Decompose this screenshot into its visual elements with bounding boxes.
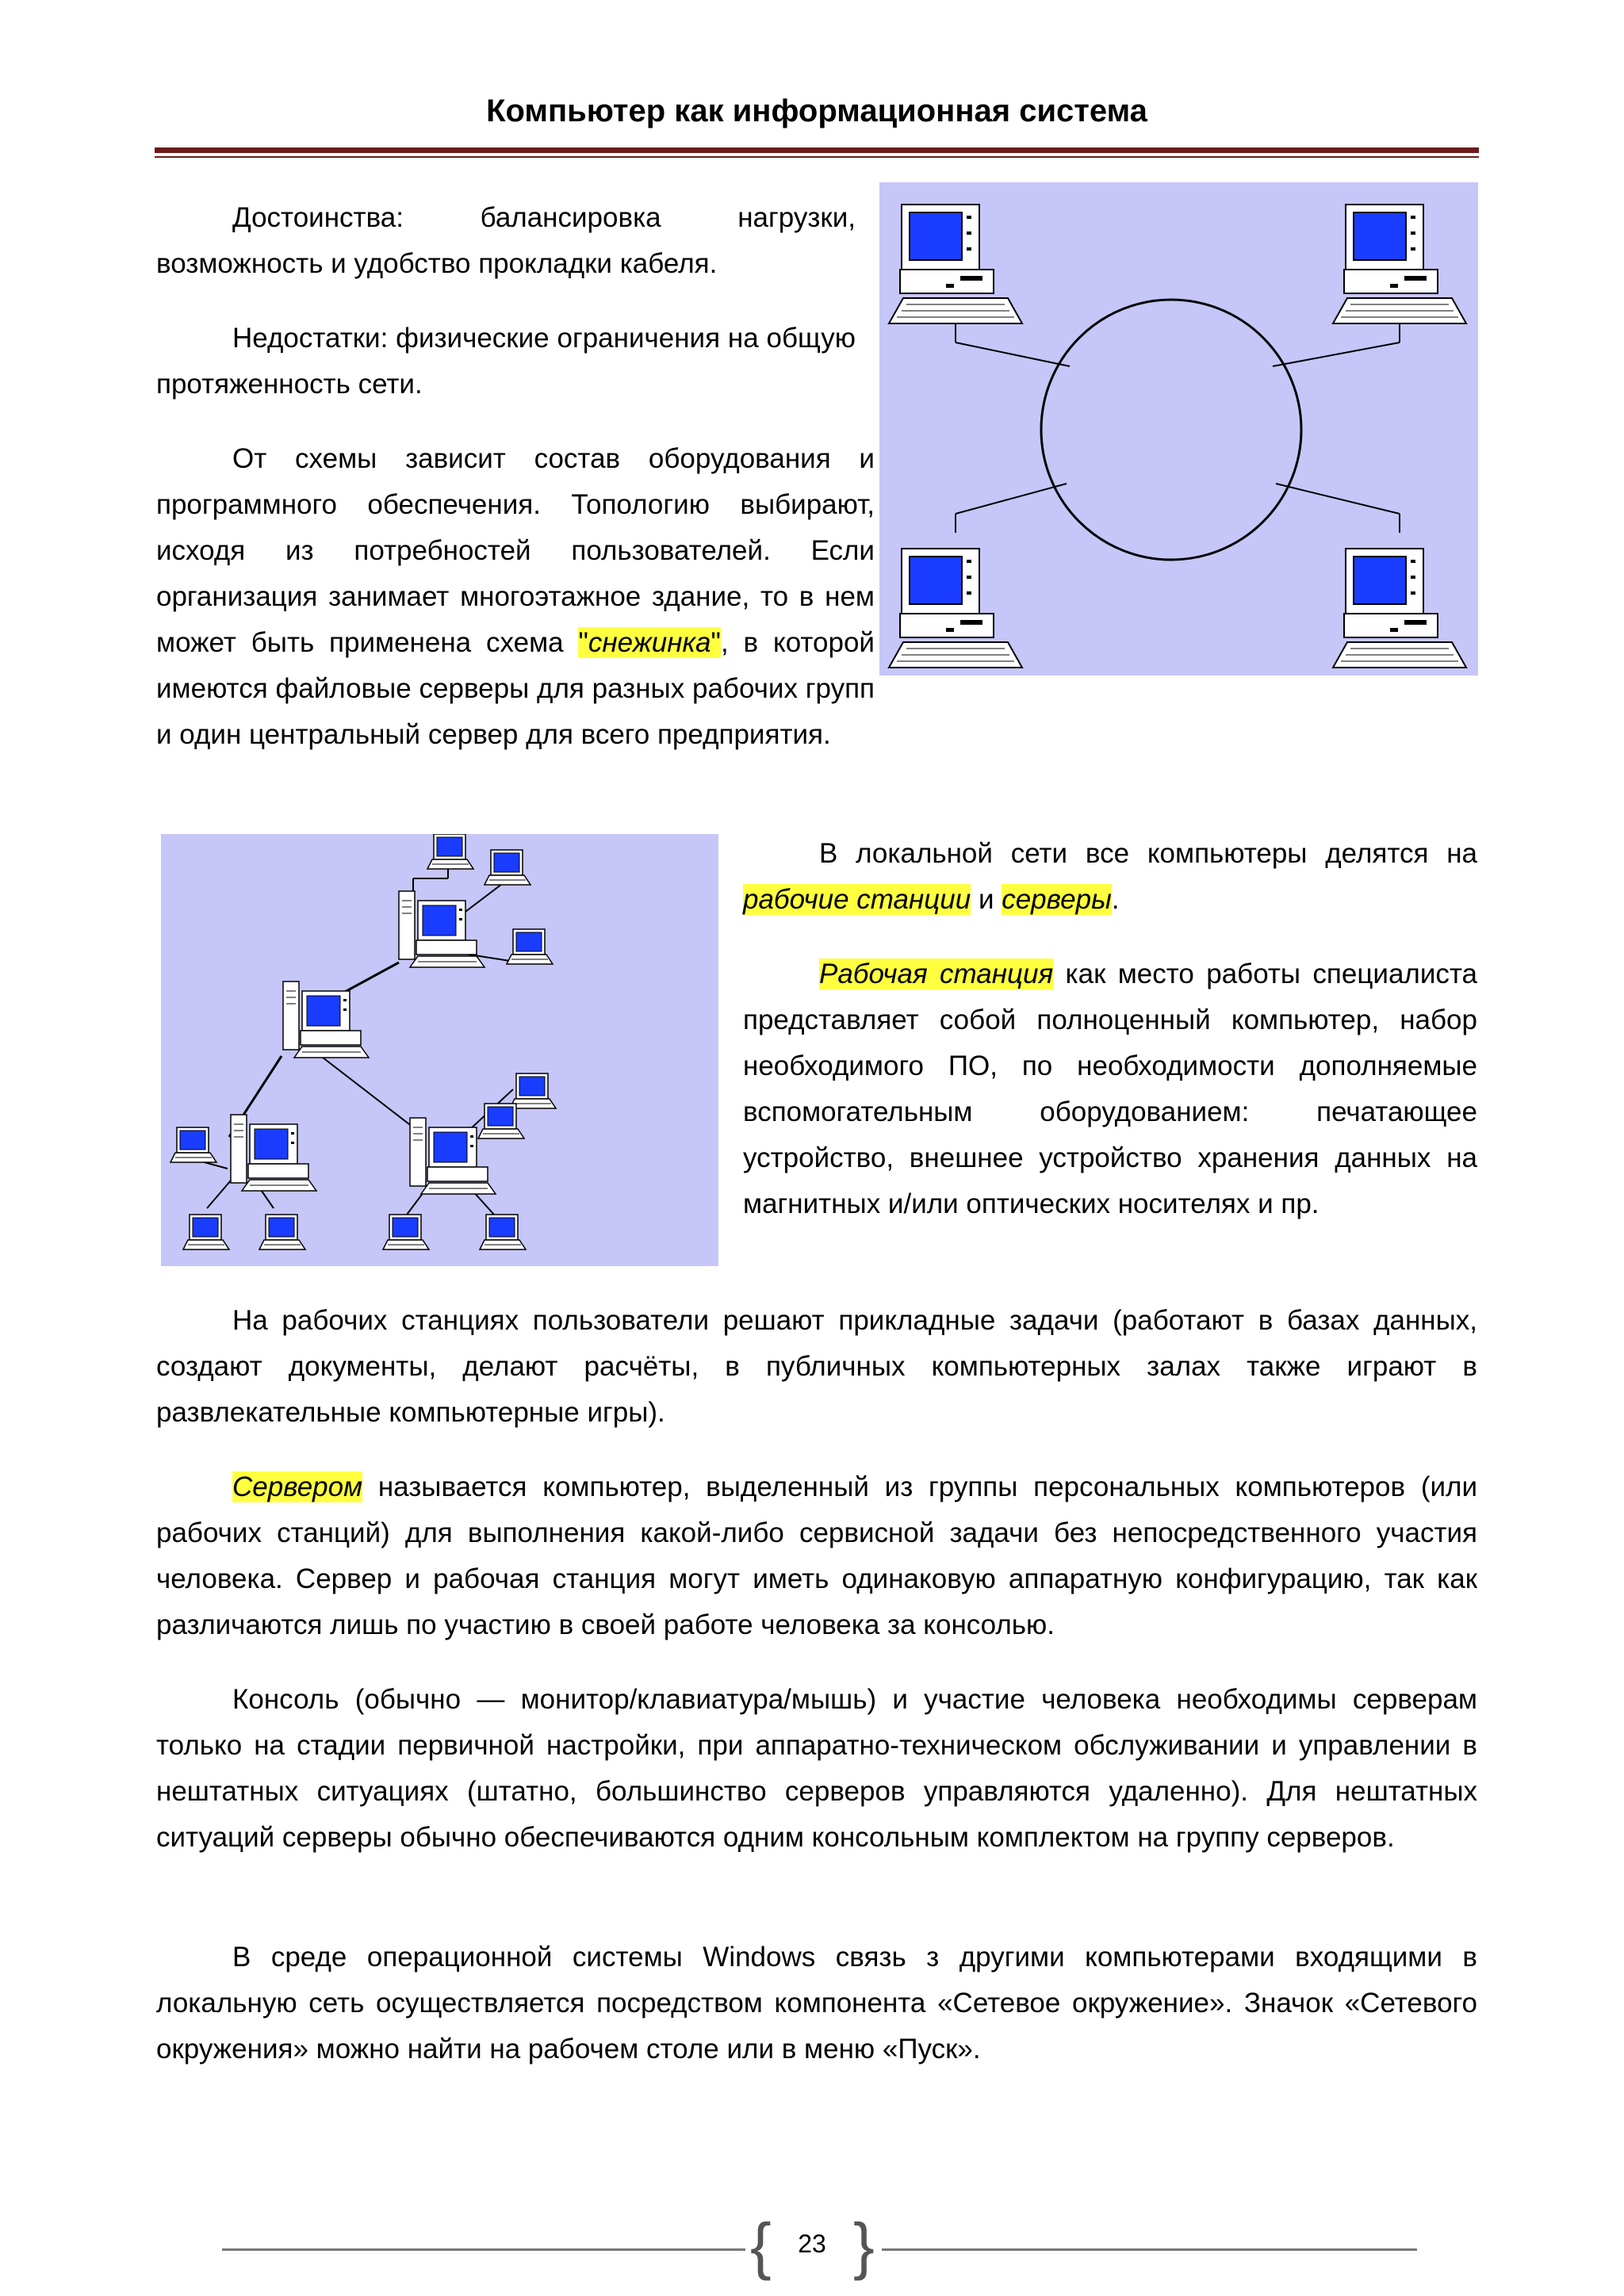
central-server-icon [283,982,369,1058]
footer-line-right [882,2248,1417,2251]
paragraph-workstation: Рабочая станция как место работы специалиста представляет собой полноценный компьютер, набор необходимого ПО, по необходимости дополняемые вспомогательным оборудованием: печатающее устройство, внешнее устройство хранения данных на магнитных и/или оптических носителях и пр. [743,959,1477,1219]
ring-topology-diagram [879,182,1478,675]
paragraph-topology: От схемы зависит состав оборудования и программного обеспечения. Топологию выбирают, исходя из потребностей пользователей. Если организация занимает многоэтажное здание, то в нем может быть применена схема "снежинка", в которой имеются файловые серверы для разных рабочих групп и один центральный сервер для всего предприятия. [156,443,875,750]
server-icon [399,891,485,967]
header-rule-thin [155,156,1479,158]
computer-icon [1333,549,1466,668]
computer-icon [889,549,1022,668]
highlight-workstation: Рабочая станция [819,959,1054,989]
paragraph-server-definition: Сервером называется компьютер, выделенный из группы персональных компьютеров (или рабочих станций) для выполнения какой-либо сервисной задачи без непосредственного участия человека. Сервер и рабочая станция могут иметь одинаковую аппаратную конфигурацию, так как различаются лишь по участию в своей работе человека за консолью. [156,1471,1477,1640]
highlight-workstations: рабочие станции [743,884,971,915]
footer-bracket-right: } [853,2210,875,2281]
laptop-icon [170,1127,216,1162]
laptop-icon [183,1215,229,1249]
paragraph-workstation-tasks: На рабочих станциях пользователи решают прикладные задачи (работают в базах данных, создают документы, делают расчёты, в публичных компьютерных залах также играют в развлекательные компьютерные игры). [156,1305,1477,1428]
server-icon [231,1115,316,1191]
ring-topology-figure [879,182,1478,675]
computer-icon [889,205,1022,323]
paragraph-advantages: Достоинства: балансировка нагрузки, возможность и удобство прокладки кабеля. [156,202,856,279]
paragraph-console: Консоль (обычно — монитор/клавиатура/мышь) и участие человека необходимы серверам только на стадии первичной настройки, при аппаратно-техническом обслуживании и управлении в нештатных ситуациях (штатно, большинство серверов управляются удаленно). Для нештатных ситуаций серверы обычно обеспечиваются одним консольным комплектом на группу серверов. [156,1684,1477,1853]
header-rule-thick [155,147,1479,153]
paragraph-windows-network: В среде операционной системы Windows связь з другими компьютерами входящими в локальную сеть осуществляется посредством компонента «Сетевое окружение». Значок «Сетевого окружения» можно найти на рабочем столе или в меню «Пуск». [156,1942,1477,2064]
page-number: 23 [798,2229,826,2258]
paragraph-disadvantages: Недостатки: физические ограничения на общую протяженность сети. [156,323,856,400]
highlight-snowflake: снежинка [588,627,711,658]
footer-bracket-left: { [750,2210,772,2281]
laptop-icon [383,1215,429,1249]
computer-icon [1333,205,1466,323]
footer-line-left [222,2248,745,2251]
laptop-icon [480,1215,526,1249]
highlight-servers: серверы [1002,884,1112,915]
laptop-icon [427,834,473,869]
snowflake-topology-diagram [161,834,718,1266]
paragraph-lan-division: В локальной сети все компьютеры делятся на рабочие станции и серверы. [743,838,1477,915]
page-header-title: Компьютер как информационная система [486,94,1147,128]
highlight-server: Сервером [232,1471,363,1502]
laptop-icon [507,929,553,964]
snowflake-topology-figure [161,834,718,1266]
laptop-icon [259,1215,305,1249]
laptop-icon [485,850,530,885]
